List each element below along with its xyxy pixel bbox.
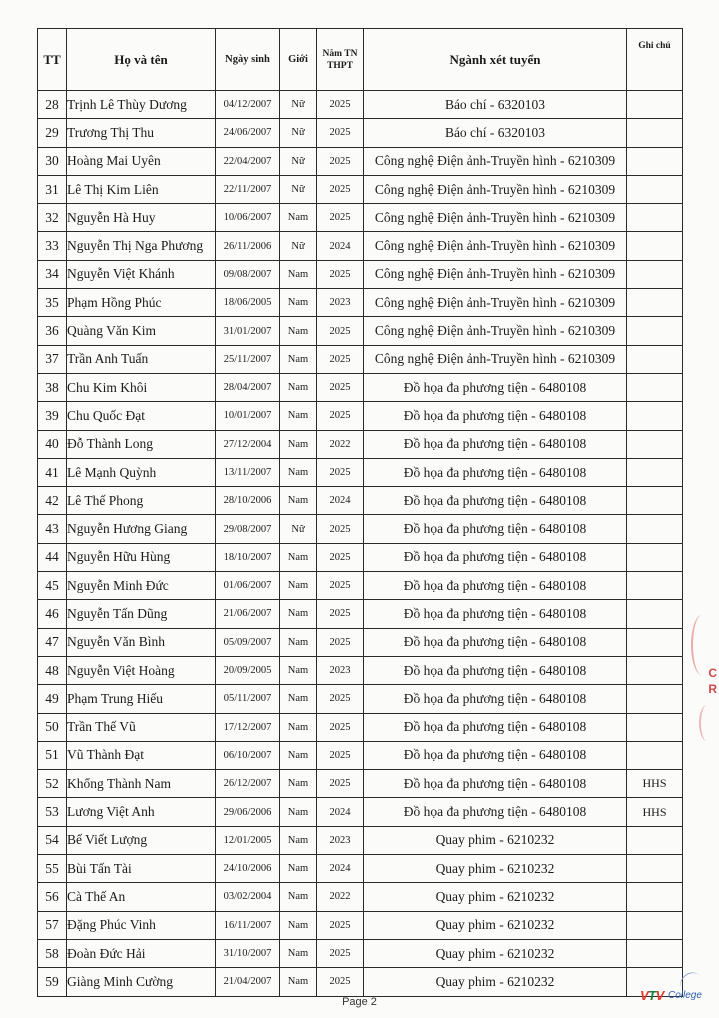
cell-name: Hoàng Mai Uyên <box>67 147 216 175</box>
cell-name: Nguyễn Việt Hoàng <box>67 656 216 684</box>
cell-name: Lương Việt Anh <box>67 798 216 826</box>
cell-sex: Nam <box>280 204 317 232</box>
cell-year: 2025 <box>317 911 364 939</box>
cell-major: Quay phim - 6210232 <box>364 939 627 967</box>
cell-dob: 31/01/2007 <box>216 317 280 345</box>
cell-note: HHS <box>627 770 683 798</box>
cell-tt: 55 <box>38 855 67 883</box>
header-year: Năm TN THPT <box>317 29 364 91</box>
cell-year: 2025 <box>317 770 364 798</box>
cell-major: Công nghệ Điện ảnh-Truyền hình - 6210309 <box>364 260 627 288</box>
cell-tt: 41 <box>38 458 67 486</box>
cell-note <box>627 855 683 883</box>
cell-major: Báo chí - 6320103 <box>364 91 627 119</box>
cell-note: HHS <box>627 798 683 826</box>
cell-tt: 37 <box>38 345 67 373</box>
cell-dob: 10/01/2007 <box>216 402 280 430</box>
cell-year: 2025 <box>317 685 364 713</box>
cell-tt: 47 <box>38 628 67 656</box>
cell-tt: 49 <box>38 685 67 713</box>
cell-name: Trương Thị Thu <box>67 119 216 147</box>
cell-sex: Nam <box>280 317 317 345</box>
table-row <box>38 600 683 628</box>
cell-tt: 48 <box>38 656 67 684</box>
cell-tt: 44 <box>38 543 67 571</box>
cell-year: 2025 <box>317 402 364 430</box>
cell-name: Trần Thế Vũ <box>67 713 216 741</box>
table-row <box>38 770 683 798</box>
cell-name: Đỗ Thành Long <box>67 430 216 458</box>
cell-tt: 51 <box>38 741 67 769</box>
cell-tt: 58 <box>38 939 67 967</box>
cell-dob: 09/08/2007 <box>216 260 280 288</box>
cell-major: Công nghệ Điện ảnh-Truyền hình - 6210309 <box>364 147 627 175</box>
cell-sex: Nữ <box>280 232 317 260</box>
cell-tt: 54 <box>38 826 67 854</box>
cell-dob: 29/08/2007 <box>216 515 280 543</box>
table-row <box>38 119 683 147</box>
table-row <box>38 628 683 656</box>
cell-note <box>627 628 683 656</box>
cell-sex: Nam <box>280 656 317 684</box>
cell-tt: 59 <box>38 968 67 996</box>
cell-note <box>627 260 683 288</box>
cell-note <box>627 487 683 515</box>
table-row <box>38 289 683 317</box>
cell-tt: 43 <box>38 515 67 543</box>
cell-major: Đồ họa đa phương tiện - 6480108 <box>364 543 627 571</box>
cell-sex: Nam <box>280 402 317 430</box>
cell-name: Vũ Thành Đạt <box>67 741 216 769</box>
cell-name: Nguyễn Tấn Dũng <box>67 600 216 628</box>
cell-note <box>627 713 683 741</box>
cell-major: Quay phim - 6210232 <box>364 911 627 939</box>
table-row <box>38 939 683 967</box>
cell-dob: 26/11/2006 <box>216 232 280 260</box>
student-list-table <box>37 28 683 997</box>
cell-sex: Nam <box>280 628 317 656</box>
cell-dob: 27/12/2004 <box>216 430 280 458</box>
cell-sex: Nữ <box>280 147 317 175</box>
cell-year: 2024 <box>317 855 364 883</box>
cell-name: Giàng Minh Cường <box>67 968 216 996</box>
cell-tt: 30 <box>38 147 67 175</box>
table-row <box>38 458 683 486</box>
logo-suffix: College <box>668 990 702 1001</box>
cell-year: 2025 <box>317 628 364 656</box>
cell-dob: 24/10/2006 <box>216 855 280 883</box>
cell-year: 2023 <box>317 656 364 684</box>
table-row <box>38 826 683 854</box>
cell-tt: 52 <box>38 770 67 798</box>
cell-year: 2025 <box>317 968 364 996</box>
stamp-text-2: R <box>708 682 717 696</box>
cell-name: Nguyễn Hữu Hùng <box>67 543 216 571</box>
cell-year: 2025 <box>317 91 364 119</box>
cell-tt: 57 <box>38 911 67 939</box>
cell-sex: Nam <box>280 826 317 854</box>
cell-tt: 34 <box>38 260 67 288</box>
cell-year: 2022 <box>317 430 364 458</box>
cell-note <box>627 939 683 967</box>
cell-year: 2025 <box>317 119 364 147</box>
cell-major: Báo chí - 6320103 <box>364 119 627 147</box>
table-row <box>38 260 683 288</box>
cell-note <box>627 373 683 401</box>
cell-dob: 20/09/2005 <box>216 656 280 684</box>
cell-year: 2024 <box>317 487 364 515</box>
cell-note <box>627 345 683 373</box>
cell-note <box>627 458 683 486</box>
cell-major: Công nghệ Điện ảnh-Truyền hình - 6210309 <box>364 175 627 203</box>
cell-dob: 05/09/2007 <box>216 628 280 656</box>
cell-dob: 29/06/2006 <box>216 798 280 826</box>
table-row <box>38 713 683 741</box>
cell-major: Công nghệ Điện ảnh-Truyền hình - 6210309 <box>364 317 627 345</box>
cell-sex: Nữ <box>280 515 317 543</box>
cell-note <box>627 515 683 543</box>
cell-dob: 25/11/2007 <box>216 345 280 373</box>
cell-name: Trần Anh Tuấn <box>67 345 216 373</box>
cell-dob: 21/04/2007 <box>216 968 280 996</box>
cell-major: Đồ họa đa phương tiện - 6480108 <box>364 458 627 486</box>
cell-dob: 03/02/2004 <box>216 883 280 911</box>
cell-year: 2024 <box>317 798 364 826</box>
cell-sex: Nam <box>280 543 317 571</box>
table-row <box>38 515 683 543</box>
cell-dob: 22/04/2007 <box>216 147 280 175</box>
table-row <box>38 91 683 119</box>
cell-dob: 16/11/2007 <box>216 911 280 939</box>
cell-name: Nguyễn Minh Đức <box>67 572 216 600</box>
cell-note <box>627 175 683 203</box>
cell-dob: 28/04/2007 <box>216 373 280 401</box>
cell-sex: Nữ <box>280 119 317 147</box>
logo-brand: VTV <box>640 988 664 1003</box>
cell-year: 2023 <box>317 826 364 854</box>
cell-note <box>627 572 683 600</box>
cell-major: Đồ họa đa phương tiện - 6480108 <box>364 713 627 741</box>
table-row <box>38 204 683 232</box>
cell-tt: 28 <box>38 91 67 119</box>
cell-sex: Nam <box>280 572 317 600</box>
cell-sex: Nam <box>280 798 317 826</box>
cell-name: Đoàn Đức Hải <box>67 939 216 967</box>
cell-note <box>627 232 683 260</box>
cell-note <box>627 883 683 911</box>
table-row <box>38 572 683 600</box>
header-sex: Giới <box>280 29 317 91</box>
cell-note <box>627 430 683 458</box>
cell-sex: Nam <box>280 345 317 373</box>
cell-note <box>627 911 683 939</box>
cell-dob: 31/10/2007 <box>216 939 280 967</box>
cell-major: Quay phim - 6210232 <box>364 855 627 883</box>
cell-name: Lê Thị Kim Liên <box>67 175 216 203</box>
stamp-fragment <box>697 615 719 745</box>
cell-sex: Nam <box>280 939 317 967</box>
cell-year: 2025 <box>317 939 364 967</box>
cell-dob: 17/12/2007 <box>216 713 280 741</box>
cell-name: Lê Thế Phong <box>67 487 216 515</box>
cell-dob: 18/10/2007 <box>216 543 280 571</box>
cell-major: Quay phim - 6210232 <box>364 968 627 996</box>
cell-year: 2025 <box>317 373 364 401</box>
table-row <box>38 883 683 911</box>
cell-name: Nguyễn Việt Khánh <box>67 260 216 288</box>
cell-sex: Nam <box>280 855 317 883</box>
cell-sex: Nam <box>280 373 317 401</box>
cell-sex: Nam <box>280 458 317 486</box>
table-row <box>38 345 683 373</box>
cell-note <box>627 685 683 713</box>
cell-major: Công nghệ Điện ảnh-Truyền hình - 6210309 <box>364 232 627 260</box>
table-row <box>38 175 683 203</box>
cell-year: 2023 <box>317 289 364 317</box>
cell-dob: 18/06/2005 <box>216 289 280 317</box>
table-row <box>38 147 683 175</box>
cell-name: Nguyễn Thị Nga Phương <box>67 232 216 260</box>
cell-note <box>627 91 683 119</box>
cell-sex: Nam <box>280 600 317 628</box>
cell-major: Quay phim - 6210232 <box>364 826 627 854</box>
cell-note <box>627 119 683 147</box>
cell-major: Đồ họa đa phương tiện - 6480108 <box>364 770 627 798</box>
cell-tt: 40 <box>38 430 67 458</box>
cell-tt: 53 <box>38 798 67 826</box>
cell-dob: 28/10/2006 <box>216 487 280 515</box>
table-row <box>38 402 683 430</box>
cell-sex: Nam <box>280 260 317 288</box>
cell-sex: Nữ <box>280 91 317 119</box>
cell-dob: 01/06/2007 <box>216 572 280 600</box>
cell-dob: 10/06/2007 <box>216 204 280 232</box>
cell-name: Khổng Thành Nam <box>67 770 216 798</box>
cell-note <box>627 543 683 571</box>
cell-name: Quàng Văn Kim <box>67 317 216 345</box>
cell-name: Chu Kim Khôi <box>67 373 216 401</box>
cell-note <box>627 600 683 628</box>
header-note: Ghi chú <box>627 29 683 91</box>
cell-name: Bùi Tấn Tài <box>67 855 216 883</box>
cell-year: 2025 <box>317 572 364 600</box>
cell-year: 2025 <box>317 147 364 175</box>
cell-note <box>627 402 683 430</box>
cell-dob: 12/01/2005 <box>216 826 280 854</box>
cell-tt: 36 <box>38 317 67 345</box>
cell-year: 2025 <box>317 175 364 203</box>
cell-sex: Nam <box>280 883 317 911</box>
cell-sex: Nam <box>280 713 317 741</box>
cell-year: 2025 <box>317 543 364 571</box>
stamp-arc-lower <box>699 705 715 741</box>
cell-sex: Nam <box>280 770 317 798</box>
cell-year: 2025 <box>317 260 364 288</box>
cell-name: Cà Thế An <box>67 883 216 911</box>
cell-sex: Nam <box>280 741 317 769</box>
table-row <box>38 685 683 713</box>
cell-tt: 29 <box>38 119 67 147</box>
cell-major: Đồ họa đa phương tiện - 6480108 <box>364 402 627 430</box>
cell-tt: 32 <box>38 204 67 232</box>
cell-major: Đồ họa đa phương tiện - 6480108 <box>364 572 627 600</box>
table-row <box>38 798 683 826</box>
table-row <box>38 855 683 883</box>
cell-sex: Nam <box>280 968 317 996</box>
cell-dob: 22/11/2007 <box>216 175 280 203</box>
cell-dob: 24/06/2007 <box>216 119 280 147</box>
cell-tt: 38 <box>38 373 67 401</box>
cell-note <box>627 289 683 317</box>
table-row <box>38 968 683 996</box>
cell-sex: Nữ <box>280 175 317 203</box>
header-row <box>38 29 683 91</box>
cell-name: Đặng Phúc Vinh <box>67 911 216 939</box>
vtv-college-logo <box>640 985 715 1007</box>
header-name: Họ và tên <box>67 29 216 91</box>
header-major: Ngành xét tuyển <box>364 29 627 91</box>
cell-year: 2025 <box>317 458 364 486</box>
cell-dob: 26/12/2007 <box>216 770 280 798</box>
cell-major: Đồ họa đa phương tiện - 6480108 <box>364 685 627 713</box>
cell-name: Trịnh Lê Thùy Dương <box>67 91 216 119</box>
cell-major: Đồ họa đa phương tiện - 6480108 <box>364 798 627 826</box>
cell-major: Công nghệ Điện ảnh-Truyền hình - 6210309 <box>364 204 627 232</box>
cell-name: Nguyễn Văn Bình <box>67 628 216 656</box>
cell-major: Đồ họa đa phương tiện - 6480108 <box>364 741 627 769</box>
cell-dob: 04/12/2007 <box>216 91 280 119</box>
cell-tt: 50 <box>38 713 67 741</box>
cell-note <box>627 826 683 854</box>
cell-tt: 46 <box>38 600 67 628</box>
cell-note <box>627 317 683 345</box>
cell-major: Công nghệ Điện ảnh-Truyền hình - 6210309 <box>364 345 627 373</box>
table-row <box>38 317 683 345</box>
cell-name: Nguyễn Hương Giang <box>67 515 216 543</box>
table-header <box>38 29 683 91</box>
stamp-text-1: C <box>708 666 717 680</box>
cell-sex: Nam <box>280 685 317 713</box>
header-tt: TT <box>38 29 67 91</box>
cell-major: Đồ họa đa phương tiện - 6480108 <box>364 430 627 458</box>
cell-name: Chu Quốc Đạt <box>67 402 216 430</box>
cell-sex: Nam <box>280 289 317 317</box>
cell-name: Phạm Hồng Phúc <box>67 289 216 317</box>
cell-dob: 06/10/2007 <box>216 741 280 769</box>
cell-dob: 13/11/2007 <box>216 458 280 486</box>
cell-year: 2025 <box>317 204 364 232</box>
cell-year: 2025 <box>317 600 364 628</box>
cell-name: Bế Viết Lượng <box>67 826 216 854</box>
cell-tt: 56 <box>38 883 67 911</box>
cell-tt: 42 <box>38 487 67 515</box>
cell-year: 2022 <box>317 883 364 911</box>
cell-name: Nguyễn Hà Huy <box>67 204 216 232</box>
table-row <box>38 373 683 401</box>
header-dob: Ngày sinh <box>216 29 280 91</box>
cell-major: Đồ họa đa phương tiện - 6480108 <box>364 656 627 684</box>
cell-year: 2025 <box>317 317 364 345</box>
page-number: Page 2 <box>342 996 377 1008</box>
cell-year: 2025 <box>317 515 364 543</box>
table-row <box>38 543 683 571</box>
cell-year: 2025 <box>317 345 364 373</box>
cell-note <box>627 204 683 232</box>
cell-sex: Nam <box>280 430 317 458</box>
table-row <box>38 656 683 684</box>
cell-major: Công nghệ Điện ảnh-Truyền hình - 6210309 <box>364 289 627 317</box>
cell-year: 2025 <box>317 741 364 769</box>
cell-sex: Nam <box>280 487 317 515</box>
cell-note <box>627 656 683 684</box>
cell-major: Đồ họa đa phương tiện - 6480108 <box>364 487 627 515</box>
cell-year: 2024 <box>317 232 364 260</box>
table-row <box>38 430 683 458</box>
cell-tt: 31 <box>38 175 67 203</box>
cell-tt: 45 <box>38 572 67 600</box>
table-body <box>38 91 683 997</box>
table-row <box>38 911 683 939</box>
cell-note <box>627 741 683 769</box>
cell-tt: 39 <box>38 402 67 430</box>
cell-dob: 05/11/2007 <box>216 685 280 713</box>
table-row <box>38 487 683 515</box>
cell-name: Phạm Trung Hiếu <box>67 685 216 713</box>
cell-tt: 35 <box>38 289 67 317</box>
table-row <box>38 741 683 769</box>
cell-major: Quay phim - 6210232 <box>364 883 627 911</box>
cell-tt: 33 <box>38 232 67 260</box>
cell-year: 2025 <box>317 713 364 741</box>
cell-major: Đồ họa đa phương tiện - 6480108 <box>364 373 627 401</box>
table-row <box>38 232 683 260</box>
cell-major: Đồ họa đa phương tiện - 6480108 <box>364 600 627 628</box>
cell-sex: Nam <box>280 911 317 939</box>
cell-major: Đồ họa đa phương tiện - 6480108 <box>364 515 627 543</box>
cell-dob: 21/06/2007 <box>216 600 280 628</box>
cell-name: Lê Mạnh Quỳnh <box>67 458 216 486</box>
cell-major: Đồ họa đa phương tiện - 6480108 <box>364 628 627 656</box>
cell-note <box>627 147 683 175</box>
